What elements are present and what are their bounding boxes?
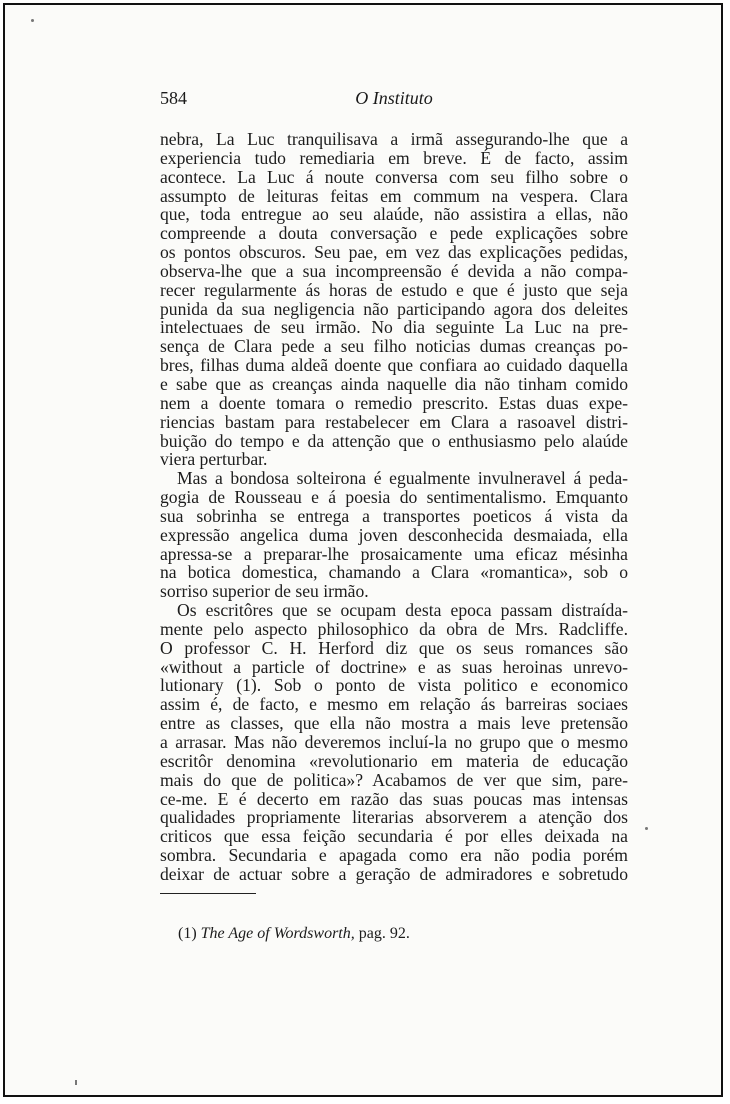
footnote-marker: (1) bbox=[178, 925, 197, 942]
journal-title: O Instituto bbox=[355, 88, 433, 108]
text-line: sença de Clara pede a seu filho noticias dumas creanças po- bbox=[160, 336, 628, 357]
text-line: assim é, de facto, e mesmo em relação ás barreiras sociaes bbox=[160, 694, 628, 715]
footnote-page: pag. 92. bbox=[358, 925, 410, 942]
text-line: compreende a douta conversação e pede explicações sobre bbox=[160, 223, 628, 244]
text-line: sorriso superior de seu irmão. bbox=[160, 581, 369, 602]
text-line: entre as classes, que ella não mostra a mais leve pretensão bbox=[160, 713, 628, 734]
text-line: sua sobrinha se entrega a transportes poeticos á vista da bbox=[160, 505, 628, 526]
text-line: recer regularmente ás horas de estudo e que é justo que seja bbox=[160, 279, 628, 300]
running-head bbox=[160, 88, 628, 110]
text-line: assumpto de leituras feitas em commum na vespera. Clara bbox=[160, 185, 628, 206]
text-line: Mas a bondosa solteirona é egualmente invulneravel á peda- bbox=[177, 468, 628, 489]
text-line: os pontos obscuros. Seu pae, em vez das explicações pedidas, bbox=[160, 242, 628, 263]
text-line: gogia de Rousseau e á poesia do sentimentalismo. Emquanto bbox=[160, 487, 628, 508]
text-line: punida da sua negligencia não participando agora dos deleites bbox=[160, 298, 628, 319]
text-line: ce-me. E é decerto em razão das suas poucas mas intensas bbox=[160, 788, 628, 809]
text-line: nebra, La Luc tranquilisava a irmã assegurando-lhe que a bbox=[160, 129, 628, 149]
text-line: expressão angelica duma joven desconhecida desmaiada, ella bbox=[160, 524, 628, 545]
text-line: viera perturbar. bbox=[160, 449, 268, 470]
footnote-title: The Age of Wordsworth, bbox=[200, 925, 355, 942]
text-line: lutionary (1). Sob o ponto de vista politico e economico bbox=[160, 675, 628, 696]
text-line: riencias bastam para restabelecer em Clara a rasoavel distri- bbox=[160, 411, 628, 432]
paper-speck bbox=[31, 19, 34, 22]
text-line: deixar de actuar sobre a geração de admiradores e sobretudo bbox=[160, 863, 628, 884]
text-line: experiencia tudo remediaria em breve. É de facto, assim bbox=[160, 147, 628, 168]
text-line: nem a doente tomara o remedio prescrito. Estas duas expe- bbox=[160, 392, 628, 413]
text-line: observa-lhe que a sua incompreensão é devida a não compa- bbox=[160, 260, 628, 281]
text-line: na botica domestica, chamando a Clara «romantica», sob o bbox=[160, 562, 628, 583]
text-line: qualidades propriamente literarias absorverem a atenção dos bbox=[160, 807, 628, 828]
footnote bbox=[178, 925, 410, 943]
text-line: acontece. La Luc á noute conversa com seu filho sobre o bbox=[160, 166, 628, 187]
page-number: 584 bbox=[160, 88, 187, 108]
text-line: criticos que essa feição secundaria é por elles deixada na bbox=[160, 826, 628, 847]
text-line: «without a particle of doctrine» e as suas heroinas unrevo- bbox=[160, 656, 628, 677]
text-line: Os escritôres que se ocupam desta epoca passam distraída- bbox=[177, 600, 628, 621]
text-line: mente pelo aspecto philosophico da obra de Mrs. Radcliffe. bbox=[160, 618, 628, 639]
body-text bbox=[160, 130, 628, 884]
text-line: buição do tempo e da attenção que o enthusiasmo pelo alaúde bbox=[160, 430, 628, 451]
text-line: que, toda entregue ao seu alaúde, não assistira a ellas, não bbox=[160, 204, 628, 225]
text-line: e sabe que as creanças ainda naquelle dia não tinham comido bbox=[160, 373, 628, 394]
footnote-rule bbox=[160, 893, 256, 894]
text-line: bres, filhas duma aldeã doente que confiara ao cuidado daquella bbox=[160, 355, 628, 376]
text-line: intelectuaes de seu irmão. No dia seguinte La Luc na pre- bbox=[160, 317, 628, 338]
paper-speck bbox=[645, 827, 648, 830]
text-line: mais do que de politica»? Acabamos de ver que sim, pare- bbox=[160, 769, 628, 790]
paper-speck bbox=[75, 1080, 77, 1085]
text-line: a arrasar. Mas não deveremos incluí-la no grupo que o mesmo bbox=[160, 732, 628, 752]
text-line: sombra. Secundaria e apagada como era não podia porém bbox=[160, 845, 628, 866]
text-line: apressa-se a preparar-lhe prosaicamente uma eficaz mésinha bbox=[160, 543, 628, 564]
text-line: escritôr denomina «revolutionario em materia de educação bbox=[160, 750, 628, 771]
text-line: O professor C. H. Herford diz que os seus romances são bbox=[160, 637, 628, 658]
